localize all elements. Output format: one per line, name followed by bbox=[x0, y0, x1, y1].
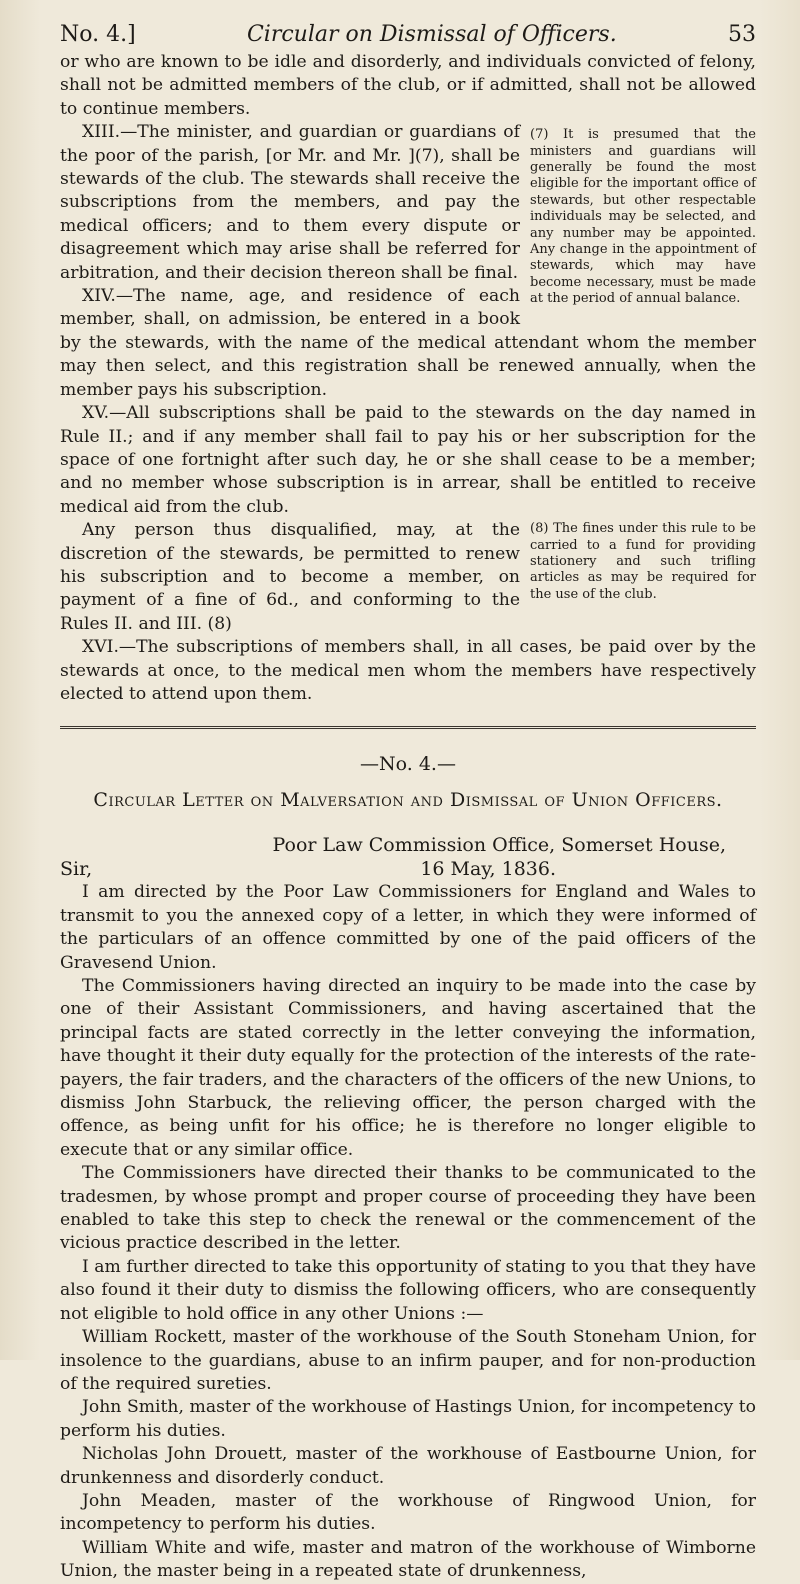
sender-address: Poor Law Commission Office, Somerset House, bbox=[272, 834, 726, 857]
paragraph-continued: or who are known to be idle and disorderly, and individuals convicted of felony, shall not be admitted members of the club, or if admitted, shall not be allowed to continue members. bbox=[60, 52, 756, 119]
document-title: Circular Letter on Malversation and Dismissal of Union Officers. bbox=[93, 789, 723, 812]
letter-paragraph: I am further directed to take this opportunity of stating to you that they have also found it their duty to dismiss the following officers, who are consequently not eligible to hold office in any other Unions :— bbox=[60, 1256, 756, 1324]
rule-xiii: XIII.—The minister, and guardian or guardians of the poor of the parish, [or Mr. and Mr. ](7), shall be stewards of the club. The stewards shall receive the subscriptions from the members, and pay the medical officers; and to them every dispute or disagreement which may arise shall be referred for arbitration, and their decision thereon shall be final. bbox=[60, 122, 520, 283]
running-header bbox=[60, 22, 756, 47]
dismissal-entry: John Smith, master of the workhouse of Hastings Union, for incompetency to perform his duties. bbox=[60, 1397, 756, 1441]
footnote-7: (7) It is presumed that the ministers and guardians will generally be found the most eligible for the important office of stewards, but other respectable individuals may be selected, and any number may be appointed. Any change in the appointment of stewards, which may have become necessary, must be made at the period of annual balance. bbox=[530, 127, 756, 307]
section-divider bbox=[60, 726, 756, 729]
salutation: Sir, bbox=[60, 858, 93, 881]
dismissal-entry: William White and wife, master and matron of the workhouse of Wimborne Union, the master being in a repeated state of drunkenness, bbox=[60, 1537, 756, 1582]
page-number: 53 bbox=[727, 22, 756, 47]
letter-paragraph: The Commissioners have directed their thanks to be communicated to the tradesmen, by whose prompt and proper course of proceeding they have been enabled to take this step to check the renewal or the commencement of the vicious practice described in the letter. bbox=[60, 1163, 756, 1254]
salutation-line bbox=[60, 857, 756, 881]
rule-xiv: XIV.—The name, age, and residence of each member, shall, on admission, be entered in a book by the stewards, with the name of the medical attendant whom the member may then select, and this registration shall be renewed annually, when the member pays his subscription. bbox=[60, 286, 756, 400]
section-number: No. 4.] bbox=[60, 22, 136, 47]
rule-xv-continued: Any person thus disqualified, may, at the discretion of the stewards, be permitted to renew his subscription and to become a member, on payment of a fine of 6d., and conforming to the Rules II. and III. (8) bbox=[60, 520, 520, 634]
letter-paragraph: The Commissioners having directed an inquiry to be made into the case by one of their Assistant Commissioners, and having ascertained that the principal facts are stated correctly in the letter conveying the information, have thought it their duty equally for the protection of the interests of the rate-payers, the fair traders, and the characters of the officers of the new Unions, to dismiss John Starbuck, the relieving officer, the person charged with the offence, as being unfit for his office; he is therefore no longer eligible to execute that or any similar office. bbox=[60, 976, 756, 1160]
letter-paragraph: I am directed by the Poor Law Commissioners for England and Wales to transmit to you the annexed copy of a letter, in which they were informed of the particulars of an offence committed by one of the paid officers of the Gravesend Union. bbox=[60, 882, 756, 973]
dismissal-entry: John Meaden, master of the workhouse of Ringwood Union, for incompetency to perform his duties. bbox=[60, 1490, 756, 1535]
document-number: —No. 4.— bbox=[360, 753, 456, 776]
dismissal-entry: William Rockett, master of the workhouse of the South Stoneham Union, for insolence to the guardians, abuse to an infirm pauper, and for non-production of the required sureties. bbox=[60, 1327, 756, 1394]
running-title: Circular on Dismissal of Officers. bbox=[246, 22, 617, 47]
rule-xv: XV.—All subscriptions shall be paid to the stewards on the day named in Rule II.; and if any member shall fail to pay his or her subscription for the space of one fortnight after such day, he or she shall cease to be a member; and no member whose subscription is in arrear, shall be entitled to receive medical aid from the club. bbox=[60, 403, 756, 517]
dismissal-entry: Nicholas John Drouett, master of the workhouse of Eastbourne Union, for drunkenness and disorderly conduct. bbox=[60, 1444, 756, 1488]
footnote-8: (8) The fines under this rule to be carried to a fund for providing stationery and such trifling articles as may be required for the use of the club. bbox=[530, 521, 756, 602]
rule-xvi: XVI.—The subscriptions of members shall, in all cases, be paid over by the stewards at once, to the medical men whom the members have respectively elected to attend upon them. bbox=[60, 637, 756, 704]
letter-date: 16 May, 1836. bbox=[420, 858, 556, 881]
